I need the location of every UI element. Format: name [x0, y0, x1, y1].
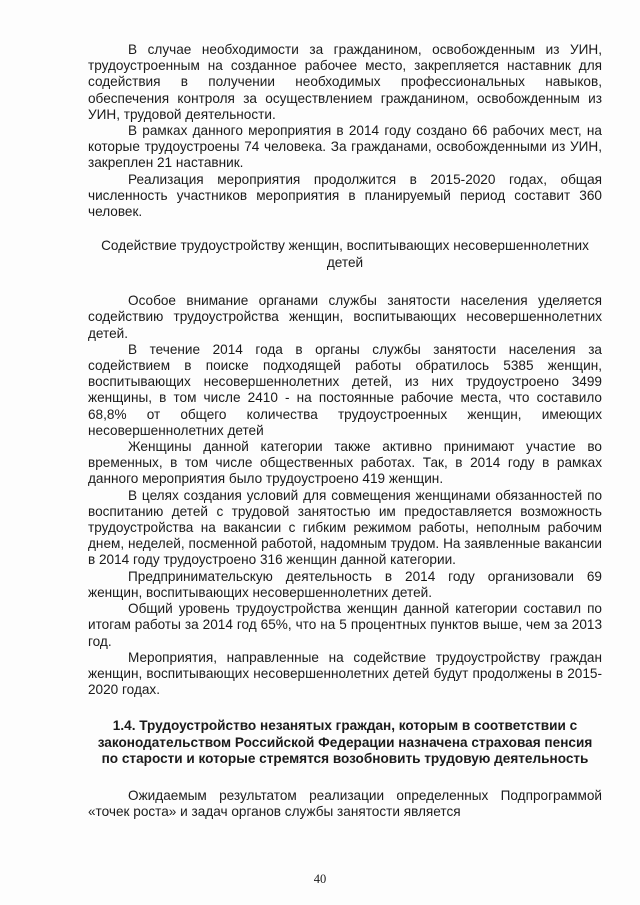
paragraph-continuation: Реализация мероприятия продолжится в 2015-2020 годах, общая численность участников мероприятия в планируемый период составит 360 человек.: [88, 171, 602, 220]
page-content: [88, 42, 602, 820]
paragraph-statistics-2014: В течение 2014 года в органы службы занятости населения за содействием в поиске подходящей работы обратилось 5385 женщин, воспитывающих несовершеннолетних детей, из них трудоустроено 3499 женщины, в том числе 2410 - на постоянные рабочие места, что составило 68,8% от общего количества трудоустроенных женщин, имеющих несовершеннолетних детей: [88, 341, 602, 438]
paragraph-mentor: В случае необходимости за гражданином, освобожденным из УИН, трудоустроенным на созданное рабочее место, закрепляется наставник для содействия в получении необходимых профессиональных навыков, обеспечения контроля за осуществлением гражданином, освобожденным из УИН, трудовой деятельности.: [88, 42, 602, 122]
paragraph-temporary-work: Женщины данной категории также активно принимают участие во временных, в том числе общественных работах. Так, в 2014 году в рамках данного мероприятия было трудоустроено 419 женщин.: [88, 439, 602, 487]
paragraph-measures-continued: Мероприятия, направленные на содействие трудоустройству граждан женщин, воспитывающих несовершеннолетних детей будут продолжены в 2015-2020 годах.: [88, 649, 602, 698]
section-title-1-4: 1.4. Трудоустройство незанятых граждан, которым в соответствии с законодательством Российской Федерации назначена страховая пенсия по старости и которые стремятся возобновить трудовую деятельность: [97, 718, 593, 767]
paragraph-workplaces-2014: В рамках данного мероприятия в 2014 году создано 66 рабочих мест, на которые трудоустроены 74 человека. За гражданами, освобожденными из УИН, закреплен 21 наставник.: [88, 123, 602, 171]
paragraph-expected-result: Ожидаемым результатом реализации определенных Подпрограммой «точек роста» и задач органов службы занятости является: [88, 787, 602, 820]
paragraph-flexible-vacancies: В целях создания условий для совмещения женщинами обязанностей по воспитанию детей с трудовой занятостью им предоставляется возможность трудоустройства на вакансии с гибким режимом работы, неполным рабочим днем, неделей, посменной работой, надомным трудом. На заявленные вакансии в 2014 году трудоустроено 316 женщин данной категории.: [88, 487, 602, 568]
paragraph-special-attention: Особое внимание органами службы занятости населения уделяется содействию трудоустройства женщин, воспитывающих несовершеннолетних детей.: [88, 293, 602, 341]
paragraph-employment-level: Общий уровень трудоустройства женщин данной категории составил по итогам работы за 2014 год 65%, что на 5 процентных пунктов выше, чем за 2013 год.: [88, 601, 602, 649]
paragraph-entrepreneurship: Предпринимательскую деятельность в 2014 году организовали 69 женщин, воспитывающих несовершеннолетних детей.: [88, 568, 602, 600]
subheading-women-employment: Содействие трудоустройству женщин, воспитывающих несовершеннолетних детей: [101, 238, 589, 270]
page-number: 40: [313, 872, 327, 886]
